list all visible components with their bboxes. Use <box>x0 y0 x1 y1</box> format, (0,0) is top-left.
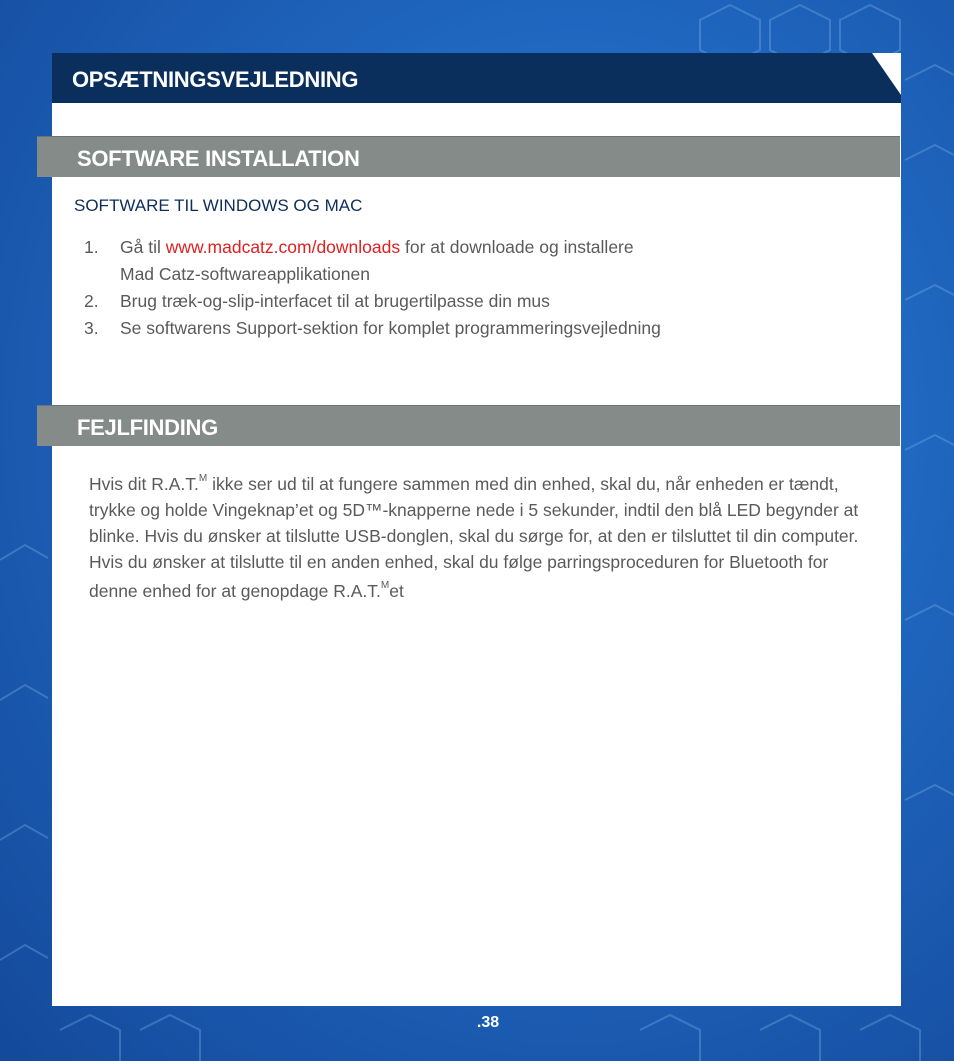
step-text: Se softwarens Support-sektion for komplet programmeringsvejledning <box>120 318 661 338</box>
section-title-software-installation: SOFTWARE INSTALLATION <box>77 146 360 171</box>
paragraph-text: et <box>389 580 404 601</box>
step-text: for at downloade og installere <box>400 237 634 257</box>
software-subheading: SOFTWARE TIL WINDOWS OG MAC <box>74 196 363 215</box>
paragraph-text: ikke ser ud til at fungere sammen med din enhed, skal du, når enheden er tændt, trykke og holde Vingeknap’et og 5D™-knapperne nede i 5 sekunder, indtil den blå LED begynder at blinke. Hvis du ønsker at tilslutte USB-donglen, skal du sørge for, at den er tilsluttet til din computer. Hvis du ønsker at tilslutte til en anden enhed, skal du følge parringsproceduren for Bluetooth for denne enhed for at genopdage R.A.T. <box>89 473 859 601</box>
list-item <box>84 288 844 315</box>
installation-steps <box>84 234 844 342</box>
step-number: 3. <box>84 318 99 338</box>
list-item <box>84 315 844 342</box>
step-number: 2. <box>84 291 99 311</box>
step-number: 1. <box>84 237 99 257</box>
superscript-mark: M <box>380 579 390 591</box>
downloads-link[interactable]: www.madcatz.com/downloads <box>165 237 401 257</box>
step-text: Gå til <box>120 237 166 257</box>
section-title-troubleshooting: FEJLFINDING <box>77 415 218 440</box>
page-number: .38 <box>476 1014 500 1031</box>
header-title: OPSÆTNINGSVEJLEDNING <box>72 67 359 92</box>
section-bar-software-installation <box>37 136 900 177</box>
paragraph-text: Hvis dit R.A.T. <box>89 473 199 494</box>
top-header <box>52 53 901 103</box>
troubleshooting-paragraph <box>89 468 879 604</box>
superscript-mark: M <box>198 473 208 484</box>
list-item <box>84 234 844 288</box>
step-text-line2: Mad Catz-softwareapplikationen <box>120 264 370 284</box>
step-text: Brug træk-og-slip-interfacet til at brugertilpasse din mus <box>120 291 550 311</box>
section-bar-troubleshooting <box>37 405 900 446</box>
